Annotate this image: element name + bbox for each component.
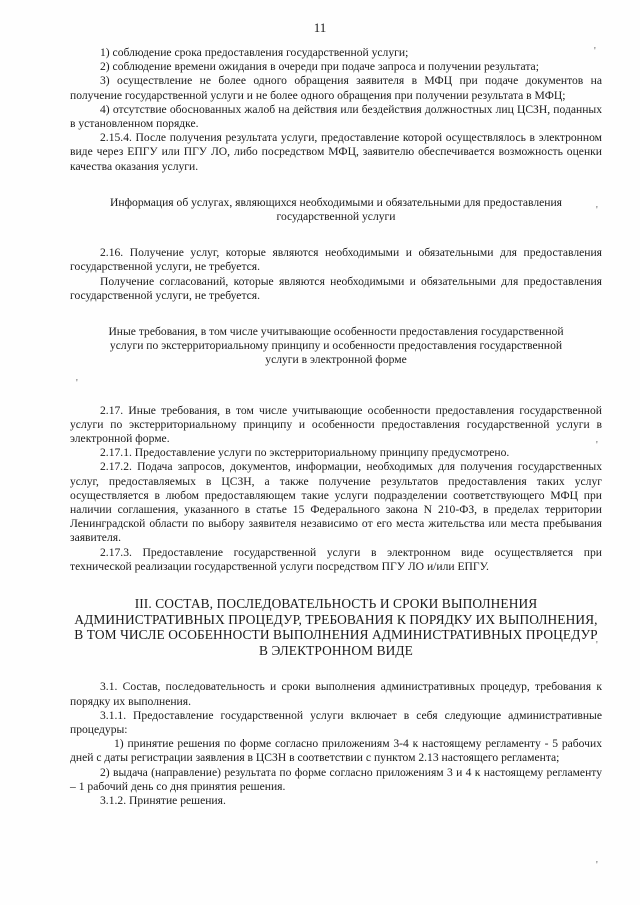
heading-other-requirements: Иные требования, в том числе учитывающие особенности предоставления государственной услуги по экстерриториальному принципу и особенности предоставления государственной услуги в электронной форме — [108, 325, 564, 367]
paragraph-2-16-approvals: Получение согласований, которые являются необходимыми и обязательными для предоставления государственной услуги, не требуется. — [70, 274, 602, 302]
paragraph-2-15-4: 2.15.4. После получения результата услуги, предоставление которой осуществлялось в электронном виде через ЕПГУ или ПГУ ЛО, либо посредством МФЦ, заявителю обеспечивается возможность оценки качества оказания услуги. — [70, 131, 602, 173]
list-item: 4) отсутствие обоснованных жалоб на действия или бездействия должностных лиц ЦСЗН, поданных в установленном порядке. — [70, 102, 602, 131]
paragraph-2-16: 2.16. Получение услуг, которые являются необходимыми и обязательными для предоставления государственной услуги, не требуется. — [70, 246, 602, 274]
paragraph-3-1-1: 3.1.1. Предоставление государственной услуги включает в себя следующие административные процедуры: — [70, 708, 602, 737]
list-item: 3) осуществление не более одного обращения заявителя в МФЦ при подаче документов на получение государственной услуги и не более одного обращения при получении результата в МФЦ; — [70, 74, 602, 102]
document-body — [70, 46, 602, 808]
list-item: 2) соблюдение времени ожидания в очереди при подаче запроса и получении результата; — [100, 60, 539, 74]
paragraph-2-17-2: 2.17.2. Подача запросов, документов, информации, необходимых для получения государственных услуг, предоставляемых в ЦСЗН, а также получение результатов предоставления таких услуг осуществляется в любом предоставляющем такие услуги подразделении соответствующего МФЦ при наличии соглашения, указанного в статье 15 Федерального закона N 210-ФЗ, в пределах территории Ленинградской области по выбору заявителя независимо от его места жительства или места пребывания заявителя. — [70, 460, 602, 545]
paragraph-2-17-3: 2.17.3. Предоставление государственной услуги в электронном виде осуществляется при технической реализации государственной услуги посредством ПГУ ЛО и/или ЕПГУ. — [70, 545, 602, 573]
scan-mark: ' — [596, 640, 598, 651]
scan-mark: ' — [76, 378, 78, 389]
paragraph-3-1: 3.1. Состав, последовательность и сроки выполнения административных процедур, требования к порядку их выполнения. — [70, 680, 602, 708]
scan-mark: ' — [594, 46, 596, 57]
scan-mark: ' — [596, 205, 598, 216]
page-number: 11 — [313, 20, 327, 35]
scan-mark: ' — [596, 860, 598, 871]
list-item: 1) соблюдение срока предоставления государственной услуги; — [100, 46, 409, 59]
list-item: 2) выдача (направление) результата по форме согласно приложениям 3 и 4 к настоящему регламенту – 1 рабочий день со дня принятия решения. — [70, 765, 602, 793]
heading-required-services: Информация об услугах, являющихся необходимыми и обязательными для предоставления государственной услуги — [109, 195, 563, 224]
scan-mark: ' — [596, 440, 598, 451]
paragraph-3-1-2: 3.1.2. Принятие решения. — [100, 794, 226, 808]
section-iii-heading: III. СОСТАВ, ПОСЛЕДОВАТЕЛЬНОСТЬ И СРОКИ ВЫПОЛНЕНИЯ АДМИНИСТРАТИВНЫХ ПРОЦЕДУР, ТРЕБОВАНИЯ К ПОРЯДКУ ИХ ВЫПОЛНЕНИЯ, В ТОМ ЧИСЛЕ ОСОБЕННОСТИ ВЫПОЛНЕНИЯ АДМИНИСТРАТИВНЫХ ПРОЦЕДУР В ЭЛЕКТРОННОМ ВИДЕ — [74, 596, 598, 658]
list-item: 1) принятие решения по форме согласно приложениям 3-4 к настоящему регламенту - 5 рабочих дней с даты регистрации заявления в ЦСЗН в соответствии с пунктом 2.13 настоящего регламента; — [70, 737, 602, 765]
paragraph-2-17-1: 2.17.1. Предоставление услуги по экстерриториальному принципу предусмотрено. — [100, 446, 510, 460]
paragraph-2-17: 2.17. Иные требования, в том числе учитывающие особенности предоставления государственной услуги по экстерриториальному принципу и особенности предоставления государственной услуги в электронной форме. — [70, 403, 602, 446]
